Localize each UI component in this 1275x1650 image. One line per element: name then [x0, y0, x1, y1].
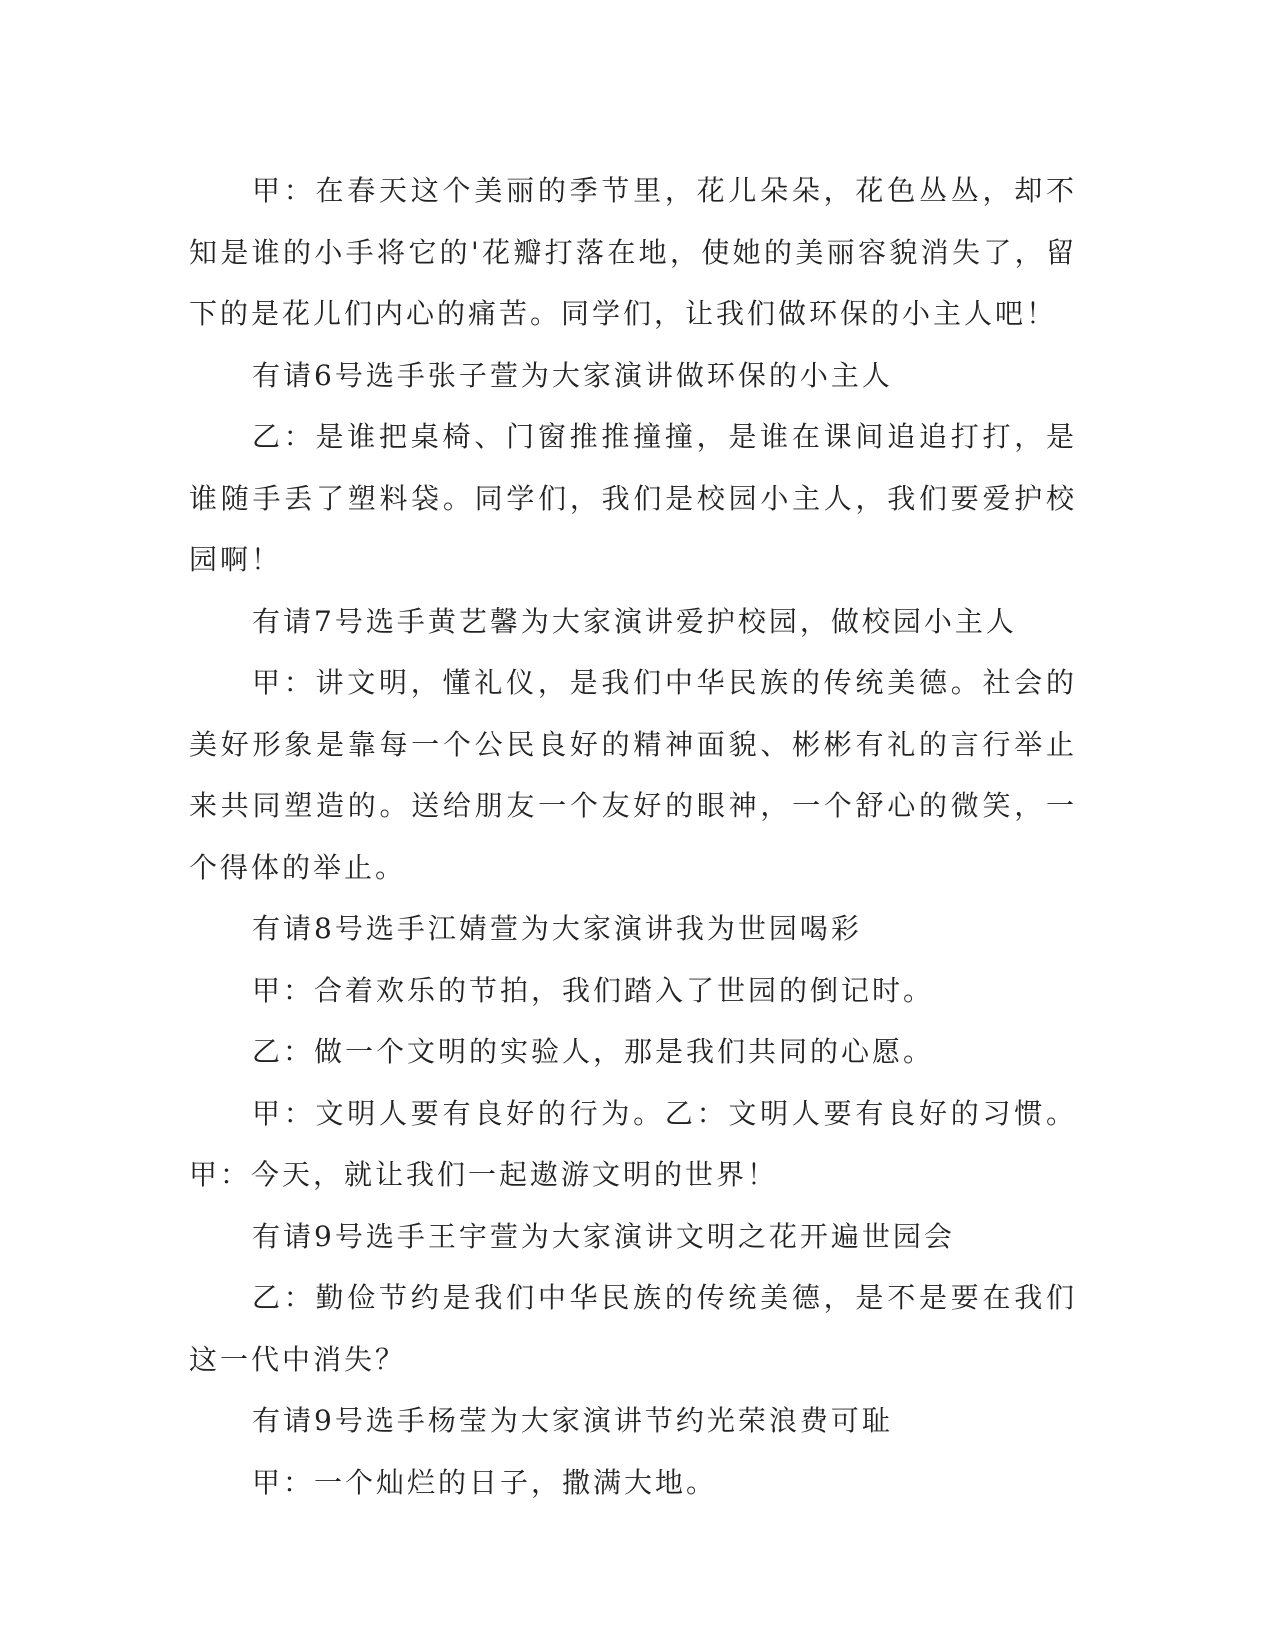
- paragraph-host-a-countdown: 甲：合着欢乐的节拍，我们踏入了世园的倒记时。: [252, 973, 935, 1007]
- paragraph-host-a-spring: 甲：在春天这个美丽的季节里，花儿朵朵，花色丛丛，却不知是谁的小手将它的'花瓣打落在地，使她的美丽容貌消失了，留下的是花儿们内心的痛苦。同学们，让我们做环保的小主人吧！: [189, 174, 1077, 330]
- paragraph-contestant-7-intro: 有请7号选手黄艺馨为大家演讲爱护校园，做校园小主人: [252, 604, 1017, 638]
- document-body: [189, 160, 1077, 1513]
- paragraph-host-b-thrift: 乙：勤俭节约是我们中华民族的传统美德，是不是要在我们这一代中消失？: [189, 1281, 1077, 1376]
- paragraph-hosts-dialogue: 甲：文明人要有良好的行为。乙：文明人要有良好的习惯。甲：今天，就让我们一起遨游文明的世界！: [189, 1096, 1077, 1191]
- paragraph-contestant-9-intro: 有请9号选手王宇萱为大家演讲文明之花开遍世园会: [252, 1219, 955, 1253]
- paragraph-host-a-bright-day: 甲：一个灿烂的日子，撒满大地。: [252, 1465, 718, 1499]
- paragraph-host-b-campus: 乙：是谁把桌椅、门窗推推撞撞，是谁在课间追追打打，是谁随手丢了塑料袋。同学们，我们是校园小主人，我们要爱护校园啊！: [189, 420, 1077, 576]
- paragraph-contestant-8-intro: 有请8号选手江婧萱为大家演讲我为世园喝彩: [252, 912, 862, 945]
- paragraph-contestant-9b-intro: 有请9号选手杨莹为大家演讲节约光荣浪费可耻: [252, 1404, 893, 1437]
- paragraph-contestant-6-intro: 有请6号选手张子萱为大家演讲做环保的小主人: [252, 358, 893, 392]
- paragraph-host-a-etiquette: 甲：讲文明，懂礼仪，是我们中华民族的传统美德。社会的美好形象是靠每一个公民良好的精神面貌、彬彬有礼的言行举止来共同塑造的。送给朋友一个友好的眼神，一个舒心的微笑，一个得体的举止。: [189, 666, 1077, 884]
- paragraph-host-b-wish: 乙：做一个文明的实验人，那是我们共同的心愿。: [252, 1035, 935, 1068]
